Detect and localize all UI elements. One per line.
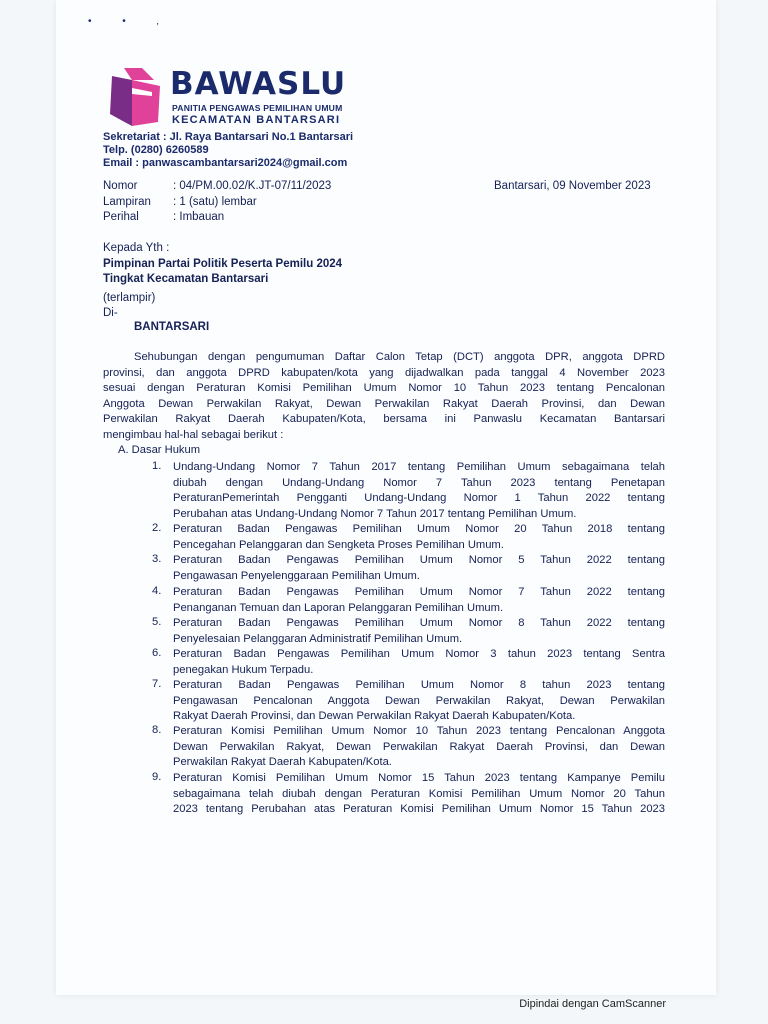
list-item-line: 2023 tentang Perubahan atas Peraturan Komisi Pemilihan Umum Nomor 15 Tahun 2023 [173, 803, 665, 815]
nomor-value: : 04/PM.00.02/K.JT-07/11/2023 [173, 180, 332, 192]
list-item-number: 7. [152, 678, 162, 690]
email: Email : panwascambantarsari2024@gmail.com [103, 157, 348, 169]
list-item-line: sebagaimana telah diubah dengan Peraturan Komisi Pemilihan Umum Nomor 20 Tahun [173, 787, 665, 800]
list-item-number: 6. [152, 647, 162, 659]
list-item-number: 3. [152, 553, 162, 565]
scan-marks: • • ‚ [88, 16, 173, 27]
list-item [173, 724, 665, 771]
recipient-line1: Pimpinan Partai Politik Peserta Pemilu 2024 [103, 258, 343, 270]
list-item [173, 460, 665, 522]
list-item-line: Penanganan Temuan dan Laporan Pelanggaran Pemilihan Umum. [173, 601, 504, 614]
lampiran-value: : 1 (satu) lembar [173, 196, 257, 208]
intro-paragraph: Sehubungan dengan pengumuman Daftar Calon Tetap (DCT) anggota DPR, anggota DPRD provinsi, dan anggota DPRD kabupaten/kota yang dijadwalkan pada tanggal 4 November 2023 sesuai dengan Peraturan Komisi Pemilihan Umum Nomor 10 Tahun 2023 tentang Pencalonan Anggota Dewan Perwakilan Rakyat, Dewan Perwakilan Rakyat Daerah Provinsi, dan Dewan Perwakilan Rakyat Daerah Kabupaten/Kota, bersama ini Panwaslu Kecamatan Bantarsari mengimbau hal-hal sebagai berikut : [103, 351, 665, 441]
list-item-line: Pengawasan Pencalonan Anggota Dewan Perwakilan Rakyat, Dewan Perwakilan [173, 694, 665, 707]
scanner-watermark: Dipindai dengan CamScanner [519, 998, 666, 1010]
list-item-number: 5. [152, 616, 162, 628]
org-name: BAWASLU [170, 66, 347, 102]
list-item-number: 9. [152, 771, 162, 783]
org-district: KECAMATAN BANTARSARI [172, 114, 341, 126]
recipient-line2: Tingkat Kecamatan Bantarsari [103, 273, 269, 285]
list-item-line: penegakan Hukum Terpadu. [173, 663, 314, 676]
list-item-line: Peraturan Badan Pengawas Pemilihan Umum Nomor 3 tahun 2023 tentang Sentra [173, 648, 665, 660]
list-item-line: Perubahan atas Undang-Undang Nomor 7 Tahun 2017 tentang Pemilihan Umum. [173, 507, 577, 520]
bawaslu-logo-icon [102, 66, 162, 132]
list-item-number: 2. [152, 522, 162, 534]
perihal-value: : Imbauan [173, 211, 225, 223]
section-heading: A. Dasar Hukum [118, 444, 201, 456]
lampiran-label: Lampiran [103, 196, 151, 208]
list-item-line: Peraturan Badan Pengawas Pemilihan Umum Nomor 5 Tahun 2022 tentang [173, 554, 665, 566]
list-item-line: Undang-Undang Nomor 7 Tahun 2017 tentang Pemilihan Umum sebagaimana telah [173, 461, 665, 473]
list-item-line: Peraturan Badan Pengawas Pemilihan Umum Nomor 8 tahun 2023 tentang [173, 679, 665, 691]
list-item-line: Peraturan Badan Pengawas Pemilihan Umum Nomor 7 Tahun 2022 tentang [173, 586, 665, 598]
perihal-label: Perihal [103, 211, 139, 223]
list-item [173, 771, 665, 818]
list-item-line: Pengawasan Penyelenggaraan Pemilihan Umum. [173, 569, 420, 582]
org-subtitle: PANITIA PENGAWAS PEMILIHAN UMUM [172, 103, 343, 113]
address: Sekretariat : Jl. Raya Bantarsari No.1 Bantarsari [103, 131, 354, 143]
list-item-number: 8. [152, 724, 162, 736]
greeting: Kepada Yth : [103, 242, 170, 254]
list-item [173, 585, 665, 616]
list-item [173, 522, 665, 553]
list-item-line: Perwakilan Rakyat Daerah Kabupaten/Kota. [173, 756, 392, 768]
list-item-line: Peraturan Komisi Pemilihan Umum Nomor 15 Tahun 2023 tentang Kampanye Pemilu [173, 772, 665, 784]
list-item [173, 553, 665, 584]
list-item [173, 616, 665, 647]
list-item [173, 647, 665, 678]
place-date: Bantarsari, 09 November 2023 [494, 180, 651, 192]
phone: Telp. (0280) 6260589 [103, 144, 209, 156]
list-item-line: Rakyat Daerah Provinsi, dan Dewan Perwakilan Rakyat Daerah Kabupaten/Kota. [173, 710, 576, 722]
nomor-label: Nomor [103, 180, 138, 192]
list-item-line: Dewan Perwakilan Rakyat, Dewan Perwakilan Rakyat Daerah Provinsi, dan Dewan [173, 740, 665, 753]
list-item-number: 1. [152, 460, 162, 472]
list-item-number: 4. [152, 585, 162, 597]
list-item-line: PeraturanPemerintah Pengganti Undang-Undang Nomor 1 Tahun 2022 tentang [173, 492, 665, 504]
list-item-line: Penyelesaian Pelanggaran Administratif Pemilihan Umum. [173, 632, 463, 645]
list-item-line: Peraturan Badan Pengawas Pemilihan Umum Nomor 20 Tahun 2018 tentang [173, 523, 665, 535]
list-item [173, 678, 665, 725]
list-item-line: Pencegahan Pelanggaran dan Sengketa Proses Pemilihan Umum. [173, 538, 504, 551]
list-item-line: Peraturan Badan Pengawas Pemilihan Umum Nomor 8 Tahun 2022 tentang [173, 617, 665, 629]
list-item-line: diubah dengan Undang-Undang Nomor 7 Tahun 2023 tentang Penetapan [173, 476, 665, 489]
recipient-line4: Di- [103, 307, 118, 319]
recipient-line3: (terlampir) [103, 292, 156, 304]
list-item-line: Peraturan Komisi Pemilihan Umum Nomor 10 Tahun 2023 tentang Pencalonan Anggota [173, 725, 665, 737]
recipient-city: BANTARSARI [134, 321, 210, 333]
